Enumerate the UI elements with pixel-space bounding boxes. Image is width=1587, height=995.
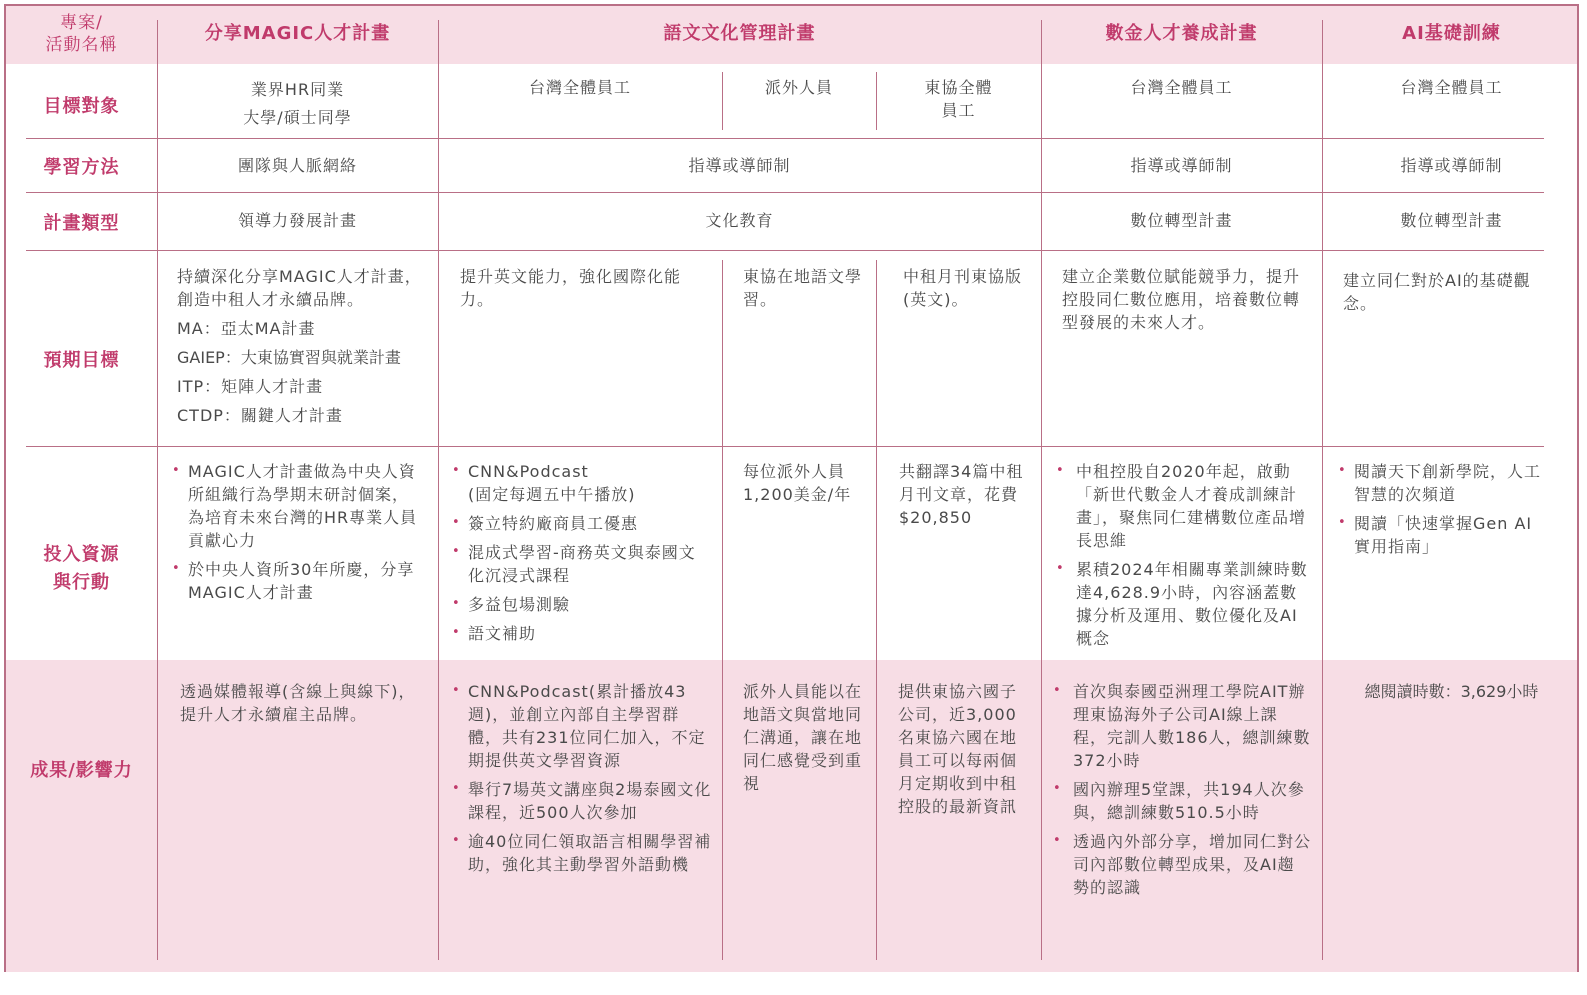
goal-lang-tw: 提升英文能力，強化國際化能力。 [460,267,682,309]
list-item: • 首次與泰國亞洲理工學院AIT辦理東協海外子公司AI線上課程，完訓人數186人，總訓練數372小時 [1051,680,1311,772]
list-item: • 多益包場測驗 [450,593,712,616]
list-item: • 中租控股自2020年起，啟動「新世代數金人才養成訓練計畫」，聚焦同仁建構數位產品增長思維 [1054,460,1309,552]
list-item: • 語文補助 [450,622,712,645]
row-divider [26,192,1544,193]
list-item: • 透過內外部分享，增加同仁對公司內部數位轉型成果，及AI趨勢的認識 [1051,830,1311,899]
type-digital: 數位轉型計畫 [1130,211,1233,230]
list-item: • 簽立特約廠商員工優惠 [450,512,712,535]
list-item: • 舉行7場英文講座與2場泰國文化課程，近500人次參加 [450,778,712,824]
row-divider [26,446,1544,447]
outcome-ai: 總閱讀時數：3,629小時 [1364,682,1539,701]
target-lang-expat: 派外人員 [764,78,833,97]
resources-digital [1054,460,1309,656]
outcome-digital [1051,680,1311,905]
target-ai: 台灣全體員工 [1400,78,1503,97]
method-digital: 指導或導師制 [1130,156,1233,175]
header-digital: 數金人才養成計畫 [1105,23,1258,44]
outcome-magic: 透過媒體報導(含線上與線下)，提升人才永續雇主品牌。 [180,682,416,724]
goal-magic-line: GAIEP：大東協實習與就業計畫 [177,348,401,367]
type-magic: 領導力發展計畫 [237,211,357,230]
subcol-divider [876,260,877,960]
header-label: 專案/ 活動名稱 [45,13,118,55]
target-magic: 業界HR同業 大學/碩士同學 [243,80,352,127]
resources-lang-tw [450,460,712,651]
row-label-target: 目標對象 [43,96,120,117]
outcome-lang-expat: 派外人員能以在地語文與當地同仁溝通，讓在地同仁感覺受到重視 [743,682,863,793]
header-magic: 分享MAGIC人才計畫 [204,23,391,44]
type-ai: 數位轉型計畫 [1400,211,1503,230]
list-item: • MAGIC人才計畫做為中央人資所組織行為學期末研討個案，為培育未來台灣的HR專業人員貢獻心力 [170,460,425,552]
list-item: • 國內辦理5堂課，共194人次參與，總訓練數510.5小時 [1051,778,1311,824]
method-language: 指導或導師制 [688,156,791,175]
list-item: • 於中央人資所30年所慶，分享MAGIC人才計畫 [170,558,425,604]
list-item: • 混成式學習-商務英文與泰國文化沉浸式課程 [450,541,712,587]
resources-lang-expat: 每位派外人員1,200美金/年 [743,462,852,504]
target-lang-asean: 東協全體 員工 [924,78,993,120]
goal-magic-line: 持續深化分享MAGIC人才計畫，創造中租人才永續品牌。 [177,267,422,309]
row-label-resources: 投入資源 與行動 [43,544,120,593]
program-table [4,4,1579,972]
row-label-goal: 預期目標 [43,350,120,371]
header-language: 語文文化管理計畫 [663,23,816,44]
goal-magic-line: ITP：矩陣人才計畫 [177,377,324,396]
list-item: • CNN&Podcast (固定每週五中午播放) [450,460,712,506]
resources-magic [170,460,425,610]
target-digital: 台灣全體員工 [1130,78,1233,97]
row-label-outcome: 成果/影響力 [30,760,133,781]
method-ai: 指導或導師制 [1400,156,1503,175]
goal-lang-expat: 東協在地語文學習。 [743,267,863,309]
goal-ai: 建立同仁對於AI的基礎觀念。 [1343,271,1531,313]
list-item: • 逾40位同仁領取語言相關學習補助，強化其主動學習外語動機 [450,830,712,876]
row-divider [26,138,1544,139]
list-item: • CNN&Podcast(累計播放43週)，並創立內部自主學習群體，共有231位同仁加入，不定期提供英文學習資源 [450,680,712,772]
resources-ai [1336,460,1551,564]
method-magic: 團隊與人脈網絡 [237,156,357,175]
goal-magic-line: MA：亞太MA計畫 [177,319,316,338]
subcol-divider [722,260,723,960]
type-language: 文化教育 [705,211,774,230]
resources-lang-asean: 共翻譯34篇中租月刊文章，花費$20,850 [899,462,1024,527]
list-item: • 累積2024年相關專業訓練時數達4,628.9小時，內容涵蓋數據分析及運用、數位優化及AI概念 [1054,558,1309,650]
outcome-lang-asean: 提供東協六國子公司，近3,000名東協六國在地員工可以每兩個月定期收到中租控股的最新資訊 [898,682,1018,816]
row-label-method: 學習方法 [43,157,120,178]
target-lang-tw: 台灣全體員工 [528,78,631,97]
row-divider [26,250,1544,251]
list-item: • 閱讀天下創新學院，人工智慧的次頻道 [1336,460,1551,506]
row-label-type: 計畫類型 [43,213,120,234]
goal-magic [177,265,435,433]
goal-digital: 建立企業數位賦能競爭力，提升控股同仁數位應用，培養數位轉型發展的未來人才。 [1062,267,1301,332]
outcome-lang-tw [450,680,712,882]
goal-lang-asean: 中租月刊東協版(英文)。 [903,267,1023,309]
header-ai: AI基礎訓練 [1402,23,1501,44]
goal-magic-line: CTDP：關鍵人才計畫 [177,406,343,425]
list-item: • 閱讀「快速掌握Gen AI 實用指南」 [1336,512,1551,558]
